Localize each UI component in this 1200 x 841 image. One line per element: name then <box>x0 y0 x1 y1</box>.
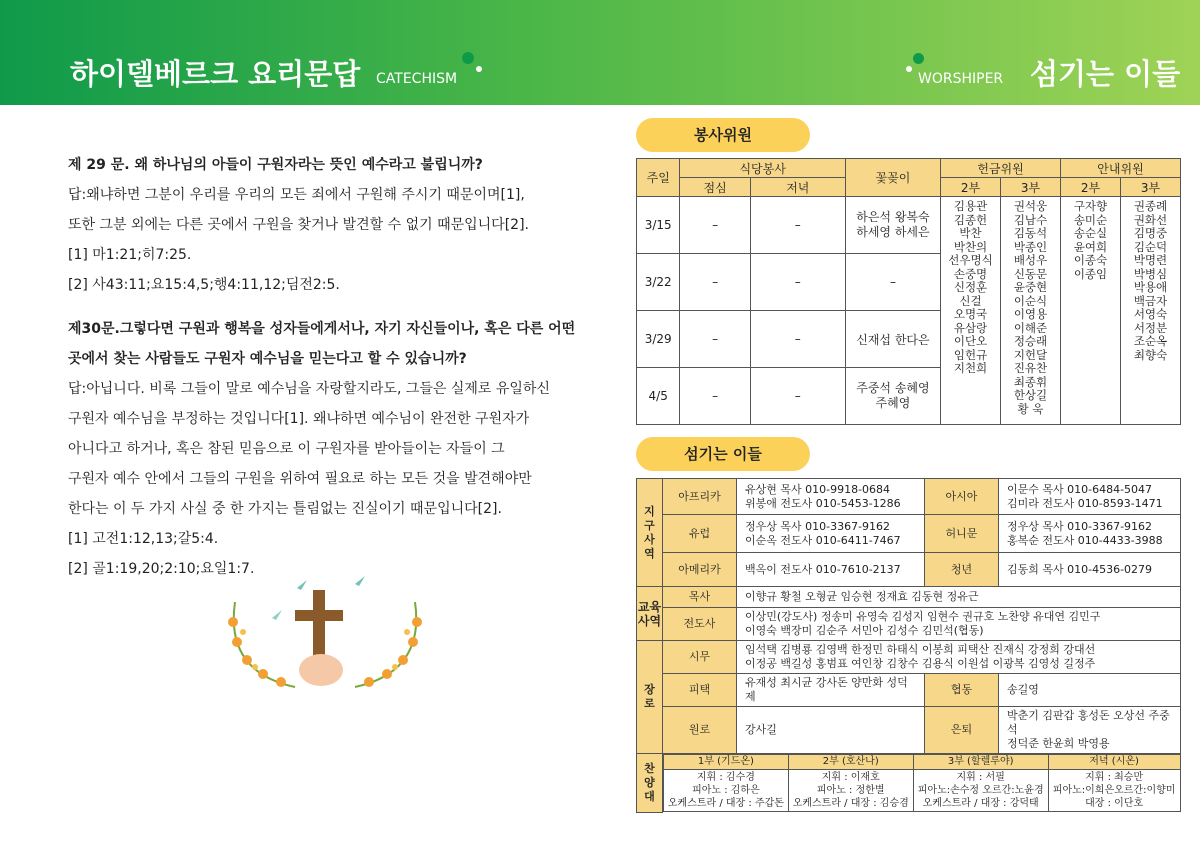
emeritus-names: 강사길 <box>737 707 925 754</box>
flower-cell: 하은석 왕복숙 하세영 하세은 <box>845 197 940 254</box>
education-category: 교육 사역 <box>637 587 663 641</box>
elect-names: 유재성 최시균 강사돈 양만화 성덕제 <box>737 674 925 707</box>
active-elder-label: 시무 <box>663 641 737 674</box>
choir-1-members: 지휘 : 김수경 피아노 : 김하은 오케스트라 / 대장 : 주갑돈 <box>664 770 789 812</box>
header-date: 주일 <box>637 159 680 197</box>
worshipers-section-pill: 섬기는 이들 <box>636 437 810 471</box>
question-30: 곳에서 찾는 사람들도 구원자 예수님을 믿는다고 할 수 있습니까? <box>68 351 467 367</box>
active-elder-names: 임석택 김병룡 김영백 한정민 하태식 이봉희 피택산 진재식 강정희 강대선 이정공 백길성 홍범표 여인창 김창수 김용식 이원섭 이광복 김영성 길정주 <box>737 641 1181 674</box>
answer-29-line: 답:왜냐하면 그분이 우리를 우리의 모든 죄에서 구원해 주시기 때문이며[1], <box>68 187 525 203</box>
offering-2-names: 김용관 김종헌 박찬 박찬의 선우명식 손중명 신정훈 신걸 오명국 유삼랑 이단오 임헌규 지천희 <box>941 197 1001 425</box>
answer-29-line: 또한 그분 외에는 다른 곳에서 구원을 찾거나 발견할 수 없기 때문입니다[2]. <box>68 217 529 233</box>
elect-label: 피택 <box>663 674 737 707</box>
dinner-cell: – <box>750 311 845 368</box>
honeymoon-label: 허니문 <box>925 515 999 553</box>
evangelist-names: 이상민(강도사) 정송미 유영숙 김성지 임현수 권규호 노찬양 유대연 김민구 이영숙 백장미 김순주 서민아 김성수 김민석(협동) <box>737 608 1181 641</box>
choir-2-members: 지휘 : 이재호 피아노 : 정한별 오케스트라 / 대장 : 김승겸 <box>788 770 913 812</box>
retired-names: 박춘기 김판갑 홍성돈 오상선 주중석 정덕준 한윤희 박영용 <box>999 707 1181 754</box>
header-usher: 안내위원 <box>1060 159 1180 178</box>
usher-2-names: 구자향 송미순 송순실 윤여희 이종숙 이종임 <box>1060 197 1120 425</box>
emeritus-label: 원로 <box>663 707 737 754</box>
mission-category: 지 구 사 역 <box>637 479 663 587</box>
america-contacts: 백옥이 전도사 010-7610-2137 <box>737 553 925 587</box>
evangelist-label: 전도사 <box>663 608 737 641</box>
youth-label: 청년 <box>925 553 999 587</box>
cooperating-names: 송길영 <box>999 674 1181 707</box>
white-dot-icon <box>906 66 912 72</box>
dinner-cell: – <box>750 254 845 311</box>
worshiper-subtitle: WORSHIPER <box>918 71 1004 87</box>
reference-line: [1] 고전1:12,13;갈5:4. <box>68 531 219 547</box>
answer-30-line: 답:아닙니다. 비록 그들이 말로 예수님을 자랑할지라도, 그들은 실제로 유일하신 <box>68 381 550 397</box>
green-dot-icon <box>913 53 924 64</box>
flower-cell: 주중석 송혜영 주혜영 <box>845 368 940 425</box>
asia-label: 아시아 <box>925 479 999 515</box>
header-meal: 식당봉사 <box>680 159 845 178</box>
africa-label: 아프리카 <box>663 479 737 515</box>
header-offering-3: 3부 <box>1001 178 1061 197</box>
table-row <box>637 197 1181 254</box>
honeymoon-contacts: 정우상 목사 010-3367-9162 홍복순 전도사 010-4433-3988 <box>999 515 1181 553</box>
lunch-cell: – <box>680 368 750 425</box>
africa-contacts: 유상현 목사 010-9918-0684 위봉애 전도사 010-5453-1286 <box>737 479 925 515</box>
pastor-names: 이향규 황철 오형균 임승현 정재효 김동현 정유근 <box>737 587 1181 608</box>
header-usher-2: 2부 <box>1060 178 1120 197</box>
dinner-cell: – <box>750 197 845 254</box>
europe-label: 유럽 <box>663 515 737 553</box>
reference-line: [2] 사43:11;요15:4,5;행4:11,12;딤전2:5. <box>68 277 340 293</box>
date-cell: 4/5 <box>637 368 680 425</box>
header-lunch: 점심 <box>680 178 750 197</box>
header-usher-3: 3부 <box>1120 178 1180 197</box>
catechism-title: 하이델베르크 요리문답 <box>70 57 361 91</box>
asia-contacts: 이문수 목사 010-6484-5047 김미라 전도사 010-8593-1471 <box>999 479 1181 515</box>
choir-category: 찬 양 대 <box>637 754 663 813</box>
answer-30-line: 구원자 예수님을 부정하는 것입니다[1]. 왜냐하면 예수님이 완전한 구원자가 <box>68 411 530 427</box>
lunch-cell: – <box>680 254 750 311</box>
usher-3-names: 권종례 권화선 김명중 김순덕 박명련 박병심 박용애 백금자 서영숙 서정분 조순옥 최향숙 <box>1120 197 1180 425</box>
cooperating-label: 협동 <box>925 674 999 707</box>
green-dot-icon <box>462 52 474 64</box>
cross-illustration <box>215 562 435 702</box>
america-label: 아메리카 <box>663 553 737 587</box>
catechism-subtitle: CATECHISM <box>376 71 458 87</box>
retired-label: 은퇴 <box>925 707 999 754</box>
catechism-text <box>68 150 596 584</box>
header-offering-2: 2부 <box>941 178 1001 197</box>
reference-line: [1] 마1:21;히7:25. <box>68 247 192 263</box>
lunch-cell: – <box>680 197 750 254</box>
header-banner <box>0 0 1200 105</box>
worshiper-title: 섬기는 이들 <box>1030 57 1181 91</box>
question-30: 제30문.그렇다면 구원과 행복을 성자들에게서나, 자기 자신들이나, 혹은 다른 어떤 <box>68 321 576 337</box>
elder-category: 장 로 <box>637 641 663 754</box>
header-flower: 꽃꽂이 <box>845 159 940 197</box>
answer-30-line: 한다는 이 두 가지 사실 중 한 가지는 틀림없는 진실이기 때문입니다[2]. <box>68 501 502 517</box>
date-cell: 3/29 <box>637 311 680 368</box>
date-cell: 3/15 <box>637 197 680 254</box>
service-section-pill: 봉사위원 <box>636 118 810 152</box>
answer-30-line: 아니다고 하거나, 혹은 참된 믿음으로 이 구원자를 받아들이는 자들이 그 <box>68 441 505 457</box>
date-cell: 3/22 <box>637 254 680 311</box>
choir-3-header: 3부 (할렐루야) <box>913 755 1048 770</box>
answer-30-line: 구원자 예수 안에서 그들의 구원을 위하여 필요로 하는 모든 것을 발견해야만 <box>68 471 532 487</box>
choir-2-header: 2부 (호산나) <box>788 755 913 770</box>
white-dot-icon <box>476 66 482 72</box>
worshipers-table <box>636 478 1181 813</box>
pastor-label: 목사 <box>663 587 737 608</box>
choir-3-members: 지휘 : 서필 피아노:손수정 오르간:노윤경 오케스트라 / 대장 : 강덕태 <box>913 770 1048 812</box>
flower-cell: – <box>845 254 940 311</box>
header-dinner: 저녁 <box>750 178 845 197</box>
dinner-cell: – <box>750 368 845 425</box>
choir-4-members: 지휘 : 최승만 피아노:이희은오르간:이향미 대장 : 이단호 <box>1048 770 1180 812</box>
header-offering: 헌금위원 <box>941 159 1061 178</box>
choir-4-header: 저녁 (시온) <box>1048 755 1180 770</box>
europe-contacts: 정우상 목사 010-3367-9162 이순옥 전도사 010-6411-7467 <box>737 515 925 553</box>
choir-table <box>663 754 1181 812</box>
lunch-cell: – <box>680 311 750 368</box>
youth-contacts: 김동희 목사 010-4536-0279 <box>999 553 1181 587</box>
offering-3-names: 권석웅 김남수 김동석 박종인 배성우 신동문 윤중현 이순식 이영용 이해준 정승래 지헌달 진유찬 최종휘 한상길 황 욱 <box>1001 197 1061 425</box>
service-table <box>636 158 1181 425</box>
reference-line: [2] 골1:19,20;2:10;요일1:7. <box>68 561 255 577</box>
choir-1-header: 1부 (기드온) <box>664 755 789 770</box>
question-29: 제 29 문. 왜 하나님의 아들이 구원자라는 뜻인 예수라고 불립니까? <box>68 157 483 173</box>
flower-cell: 신재섭 한다은 <box>845 311 940 368</box>
